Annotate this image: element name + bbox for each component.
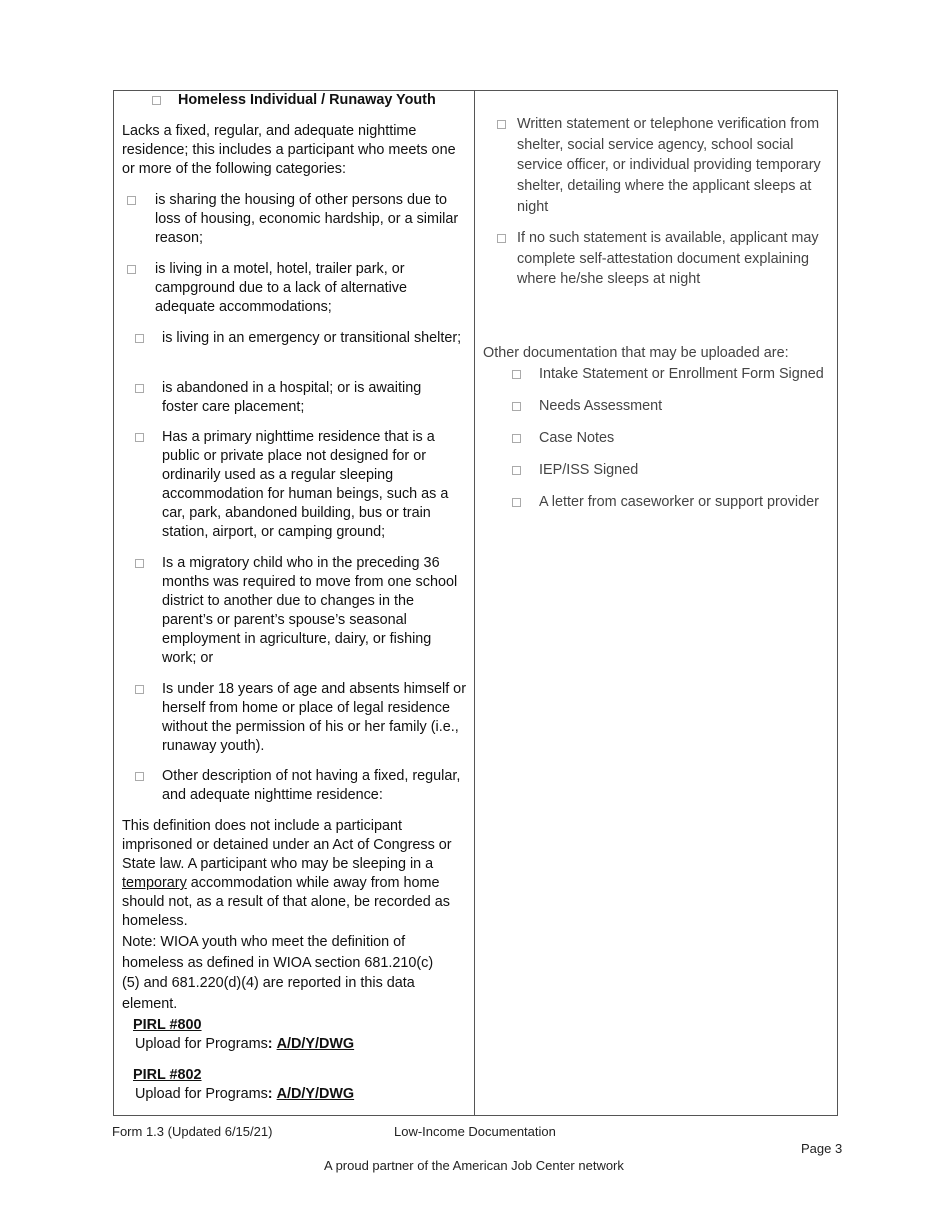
other-item-4: IEP/ISS Signed	[539, 462, 639, 478]
footer-partner-line: A proud partner of the American Job Center network	[324, 1158, 624, 1173]
footer-page-number: Page 3	[801, 1141, 843, 1156]
category-item-6: Is a migratory child who in the preceding 36 months was required to move from one school district to another due to changes in the parent’s or parent’s spouse’s seasonal employment in agriculture, dairy, or fishing work; or	[162, 555, 458, 666]
checkbox-item-7[interactable]	[135, 685, 144, 694]
checkbox-right-2[interactable]	[497, 234, 506, 243]
category-item-5: Has a primary nighttime residence that is a public or private place not designed for or ordinarily used as a regular sleeping accommodation for human beings, such as a car, park, abandoned building, bus or train station, airport, or camping ground;	[162, 429, 449, 540]
category-item-2: is living in a motel, hotel, trailer park, or campground due to a lack of alternative adequate accommodations;	[155, 261, 407, 315]
checkbox-other-2[interactable]	[512, 402, 521, 411]
pirl-802-label: PIRL #802	[133, 1067, 202, 1083]
pirl-800-label: PIRL #800	[133, 1017, 202, 1033]
upload-colon-2: :	[267, 1086, 273, 1102]
definition-text	[122, 817, 467, 931]
other-docs-label: Other documentation that may be uploaded are:	[483, 345, 789, 361]
checkbox-other-1[interactable]	[512, 370, 521, 379]
intro-text: Lacks a fixed, regular, and adequate nighttime residence; this includes a participant who meets one or more of the following categories:	[122, 123, 456, 177]
definition-underlined-word: temporary	[122, 875, 187, 891]
right-item-2: If no such statement is available, applicant may complete self-attestation document explaining where he/she sleeps at night	[517, 230, 819, 288]
other-item-3: Case Notes	[539, 430, 615, 446]
right-item-1: Written statement or telephone verification from shelter, social service agency, school social service officer, or individual providing temporary shelter, detailing where the applicant sleeps at night	[517, 116, 821, 215]
other-item-5: A letter from caseworker or support provider	[539, 494, 819, 510]
checkbox-item-8[interactable]	[135, 772, 144, 781]
upload-label-1: Upload for Programs	[135, 1036, 268, 1052]
other-item-1: Intake Statement or Enrollment Form Signed	[539, 366, 824, 382]
checkbox-right-1[interactable]	[497, 120, 506, 129]
note-text: Note: WIOA youth who meet the definition of homeless as defined in WIOA section 681.210(c)(5) and 681.220(d)(4) are reported in this data element.	[122, 934, 434, 1012]
upload-line-2	[135, 1085, 354, 1104]
other-item-2: Needs Assessment	[539, 398, 663, 414]
definition-text-part1: This definition does not include a participant imprisoned or detained under an Act of Congress or State law. A participant who may be sleeping in a	[122, 818, 452, 872]
category-item-4: is abandoned in a hospital; or is awaiting foster care placement;	[162, 380, 422, 415]
definition-text-part2: accommodation while away from home should not, as a result of that alone, be recorded as homeless.	[122, 875, 450, 929]
checkbox-item-3[interactable]	[135, 334, 144, 343]
category-item-8: Other description of not having a fixed, regular, and adequate nighttime residence:	[162, 768, 461, 803]
checkbox-item-1[interactable]	[127, 196, 136, 205]
upload-programs-2: A/D/Y/DWG	[276, 1086, 355, 1102]
column-divider	[474, 90, 475, 1116]
checkbox-item-2[interactable]	[127, 265, 136, 274]
category-item-3: is living in an emergency or transitional shelter;	[162, 330, 462, 346]
category-item-7: Is under 18 years of age and absents himself or herself from home or place of legal residence without the permission of his or her family (i.e., runaway youth).	[162, 681, 466, 754]
checkbox-homeless[interactable]	[152, 96, 161, 105]
upload-colon-1: :	[267, 1036, 273, 1052]
checkbox-item-5[interactable]	[135, 433, 144, 442]
checkbox-other-4[interactable]	[512, 466, 521, 475]
footer-title: Low-Income Documentation	[394, 1124, 556, 1139]
section-heading: Homeless Individual / Runaway Youth	[178, 92, 436, 108]
checkbox-item-6[interactable]	[135, 559, 144, 568]
upload-programs-1: A/D/Y/DWG	[276, 1036, 355, 1052]
checkbox-other-3[interactable]	[512, 434, 521, 443]
checkbox-item-4[interactable]	[135, 384, 144, 393]
checkbox-other-5[interactable]	[512, 498, 521, 507]
upload-line-1	[135, 1035, 354, 1054]
upload-label-2: Upload for Programs	[135, 1086, 268, 1102]
footer-form-number: Form 1.3 (Updated 6/15/21)	[112, 1124, 273, 1139]
category-item-1: is sharing the housing of other persons due to loss of housing, economic hardship, or a similar reason;	[155, 192, 459, 246]
